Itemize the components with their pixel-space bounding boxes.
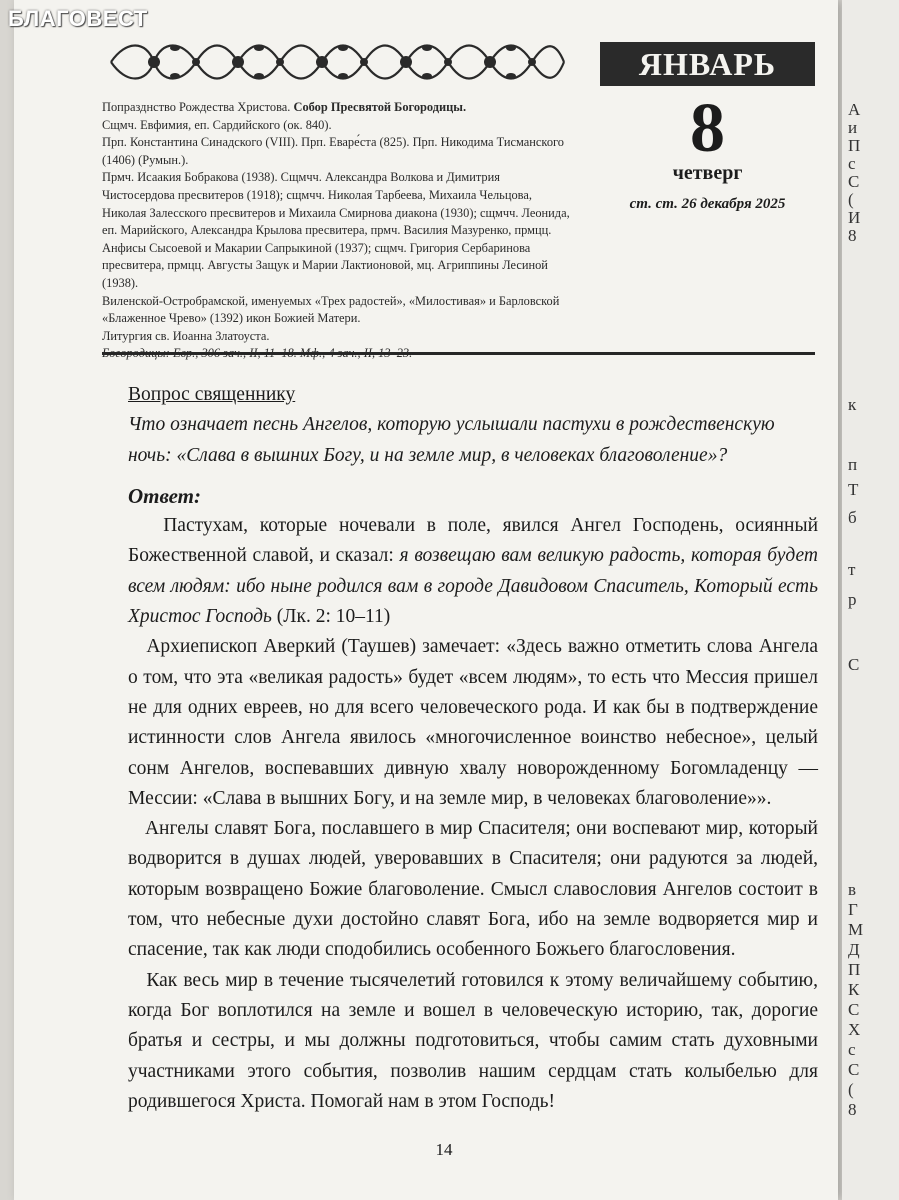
saints-line <box>102 99 574 117</box>
adjacent-page-fragment: т <box>848 560 856 579</box>
saints-line: Сщмч. Евфимия, еп. Сардийского (ок. 840). <box>102 117 332 132</box>
day-number: 8 <box>690 90 725 167</box>
divider <box>102 352 815 355</box>
adjacent-page-fragment: М <box>848 920 864 939</box>
adjacent-page-fragment: Д <box>848 940 860 959</box>
old-style-date: ст. ст. 26 декабря 2025 <box>629 196 786 212</box>
book-page <box>14 0 838 1200</box>
answer-paragraph <box>128 511 818 632</box>
adjacent-page-fragment: С <box>848 1060 860 1079</box>
saints-line: Прмч. Исаакия Бобракова (1938). Сщмчч. Александра Волкова и Димитрия Чистосердова пресвитеров (1918); сщмчч. Николая Тарбеева, Михаила Чельцова, Николая Залесского пресвитеров и Михаила Смирнова диакона (1930); сщмчч. Леонида, еп. Марийского, Александра Крылова пресвитера, прмч. Василия Мазуренко, прмцц. Анфисы Сысоевой и Макарии Сапрыкиной (1937); сщмч. Григория Сербаринова пресвитера, прмцц. Августы Защук и Марии Лактионовой, мц. Агриппины Лесиной (1938). <box>102 170 570 290</box>
adjacent-page-fragment: 8 <box>848 1100 857 1119</box>
saints-line: Литургия св. Иоанна Златоуста. <box>102 328 270 343</box>
month-banner: ЯНВАРЬ <box>600 42 815 86</box>
saints-commemoration <box>102 99 574 363</box>
answer-paragraph <box>128 632 818 814</box>
article <box>128 380 818 1117</box>
saints-line: Виленской-Остробрамской, именуемых «Трех радостей», «Милостивая» и Барловской «Блаженное Чрево» (1392) икон Божией Матери. <box>102 293 560 326</box>
question-text: Что означает песнь Ангелов, которую услышали пастухи в рождественскую ночь: «Слава в вышних Богу, и на земле мир, в человеках благоволение»? <box>128 414 775 466</box>
adjacent-page-fragment: С <box>848 1000 860 1019</box>
adjacent-page-fragment: А <box>848 100 861 119</box>
adjacent-page-fragment: с <box>848 154 856 173</box>
adjacent-page-fragment: б <box>848 508 857 527</box>
adjacent-page-fragment: С <box>848 655 860 674</box>
adjacent-page-fragment: п <box>848 455 858 474</box>
adjacent-page-fragment: К <box>848 980 860 999</box>
adjacent-page-fragment: 8 <box>848 226 857 245</box>
floral-ornament <box>106 36 568 88</box>
adjacent-page-fragment: ( <box>848 190 854 209</box>
answer-text: Ангелы славят Бога, пославшего в мир Спасителя; они воспевают мир, который водворится в душах людей, уверовавших в Спасителя; они радуются за людей, которым возвращено Божие благоволение. Смысл славословия Ангелов состоит в том, что небесные духи достойно славят Бога, ибо на земле водворяется мир и спасение, так как люди сподобились особенного Божьего благословения. <box>128 818 818 961</box>
answer-text: Архиепископ Аверкий (Таушев) замечает: «Здесь важно отметить слова Ангела о том, что эта «великая радость» будет «всем людям», то есть что Мессия пришел не для одних евреев, но для всего человеческого рода. И как бы в подтверждение истинности слов Ангела явилось «многочисленное воинство небесное», целый сонм Ангелов, воспевавших дивную хвалу новорожденному Богомладенцу — Мессии: «Слава в вышних Богу, и на земле мир, в человеках благоволение»». <box>128 636 818 809</box>
adjacent-page-fragment: Т <box>848 480 859 499</box>
answer-paragraph <box>128 814 818 965</box>
adjacent-page-fragment: и <box>848 118 858 137</box>
adjacent-page-fragment: П <box>848 960 861 979</box>
weekday: четверг <box>672 162 743 184</box>
adjacent-page-fragment: р <box>848 590 857 609</box>
answer-heading: Ответ: <box>128 483 201 508</box>
question-heading: Вопрос священнику <box>128 384 296 405</box>
adjacent-page-fragment: И <box>848 208 861 227</box>
adjacent-page-fragment: С <box>848 172 860 191</box>
scripture-reference: (Лк. 2: 10–11) <box>271 606 391 628</box>
adjacent-page-fragment: ( <box>848 1080 854 1099</box>
feast-bold: Собор Пресвятой Богородицы. <box>293 100 467 114</box>
adjacent-page-fragment: в <box>848 880 857 899</box>
watermark: БЛАГОВЕСТ <box>8 6 148 31</box>
adjacent-page-fragment: П <box>848 136 861 155</box>
adjacent-page <box>842 0 899 1200</box>
saints-line: Прп. Константина Синадского (VIII). Прп. Еваре́ста (825). Прп. Никодима Тисманского (1406) (Румын.). <box>102 135 564 167</box>
scripture-quote: я возвещаю вам великую радость, которая будет всем людям: ибо ныне родился вам в городе Давидовом Спаситель, Который есть Христос Господь <box>128 545 818 628</box>
answer-paragraph <box>128 966 818 1117</box>
adjacent-page-fragment: Г <box>848 900 858 919</box>
page-number: 14 <box>435 1140 453 1159</box>
feast-text: Попразднство Рождества Христова. <box>102 100 294 114</box>
answer-text: Как весь мир в течение тысячелетий готовился к этому величайшему событию, когда Бог воплотился на земле и вошел в человеческую историю, так, дорогие братья и сестры, и мы должны подготовиться, чтобы самим стать духовными участниками этого события, позволив нашим сердцам стать колыбелью для родившегося Христа. Помогай нам в этом Господь! <box>128 969 819 1112</box>
adjacent-page-fragment: с <box>848 1040 856 1059</box>
adjacent-page-fragment: к <box>848 395 857 414</box>
adjacent-page-fragment: Х <box>848 1020 861 1039</box>
answer-text: Пастухам, которые ночевали в поле, явился Ангел Господень, осиянный Божественной славой, и сказал: <box>128 515 818 567</box>
